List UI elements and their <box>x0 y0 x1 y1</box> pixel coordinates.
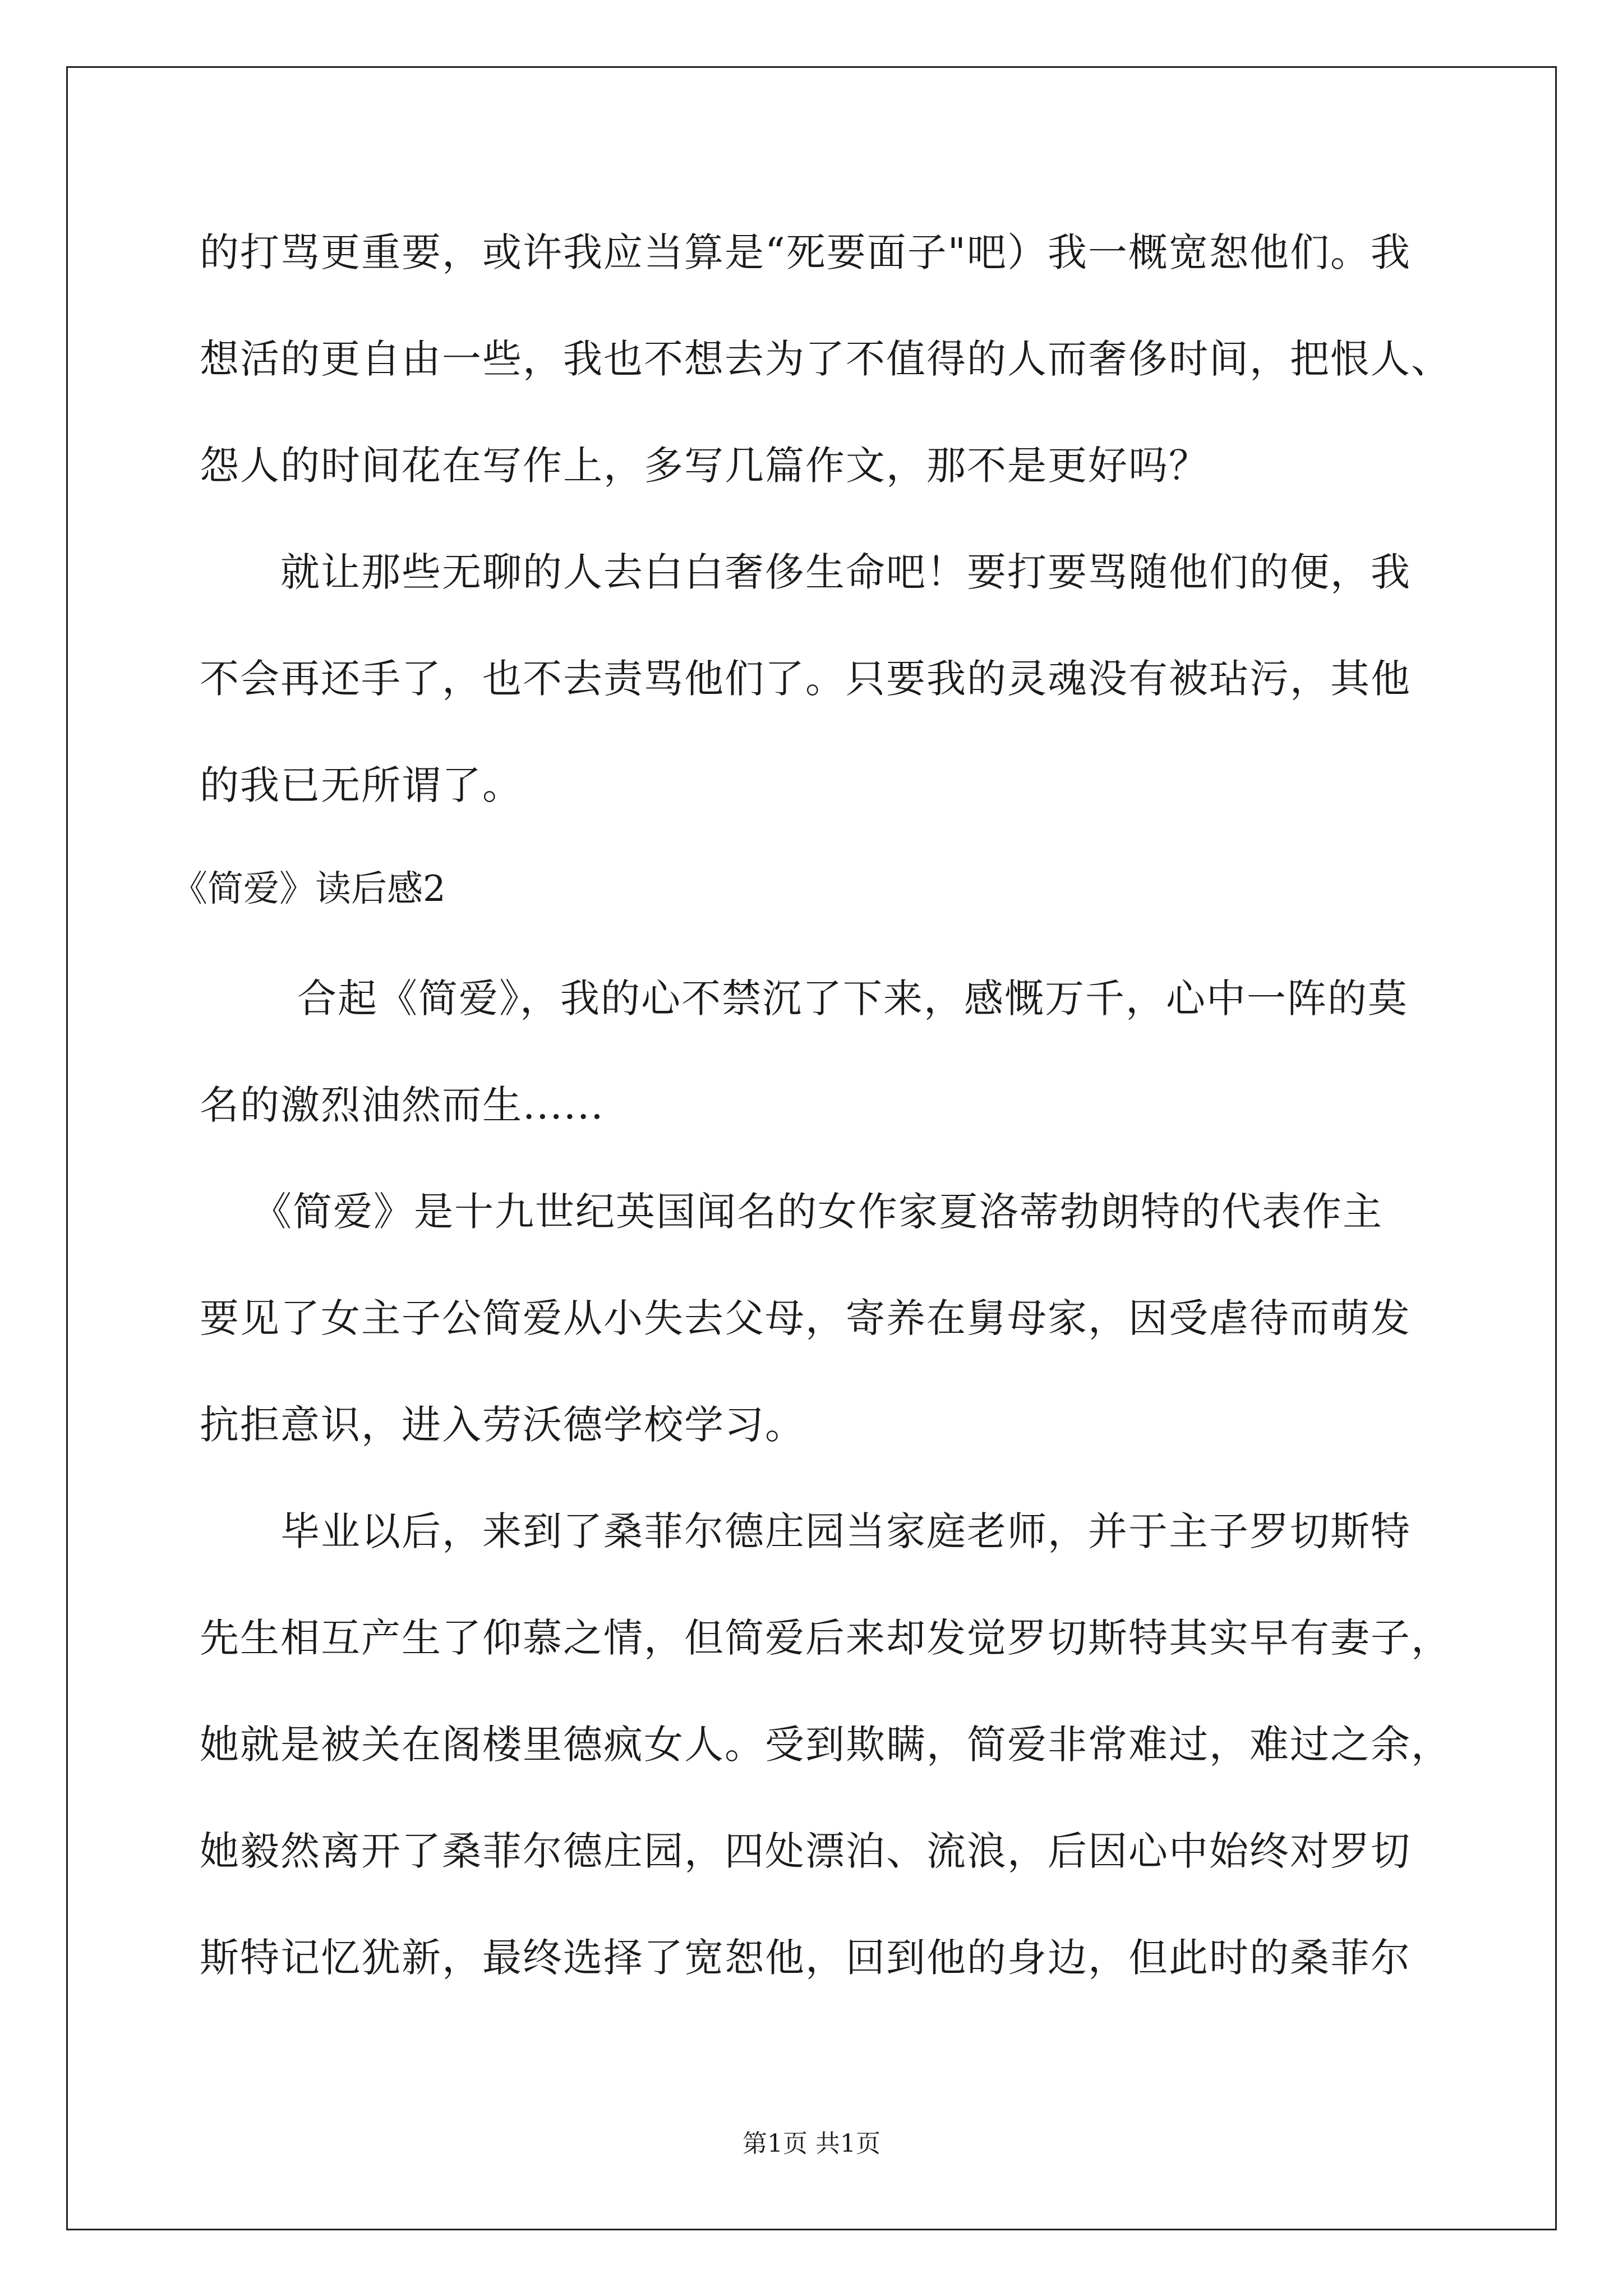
page-number: 第1页 共1页 <box>743 2129 880 2158</box>
text-line: 合起《简爱》，我的心不禁沉了下来，感慨万千，心中一阵的莫 <box>297 976 1408 1022</box>
text-line: 她毅然离开了桑菲尔德庄园，四处漂泊、流浪，后因心中始终对罗切 <box>200 1828 1411 1874</box>
text-line: 的打骂更重要，或许我应当算是“死要面子"吧）我一概宽恕他们。我 <box>200 229 1411 275</box>
page-border <box>66 66 1557 2230</box>
text-line: 就让那些无聊的人去白白奢侈生命吧！要打要骂随他们的便，我 <box>280 549 1411 595</box>
text-line: 毕业以后，来到了桑菲尔德庄园当家庭老师，并于主子罗切斯特 <box>280 1508 1411 1554</box>
text-line: 要见了女主子公简爱从小失去父母，寄养在舅母家，因受虐待而萌发 <box>200 1295 1411 1341</box>
text-line: 她就是被关在阁楼里德疯女人。受到欺瞒，简爱非常难过，难过之余， <box>200 1722 1451 1768</box>
text-line: 斯特记忆犹新，最终选择了宽恕他，回到他的身边，但此时的桑菲尔 <box>200 1935 1411 1981</box>
text-line: 抗拒意识，进入劳沃德学校学习。 <box>200 1402 805 1448</box>
text-line: 的我已无所谓了。 <box>200 762 523 808</box>
text-line: 名的激烈油然而生...... <box>200 1082 605 1128</box>
text-line: 怨人的时间花在写作上，多写几篇作文，那不是更好吗？ <box>200 443 1209 489</box>
text-line: 先生相互产生了仰慕之情，但简爱后来却发觉罗切斯特其实早有妻子， <box>200 1615 1451 1661</box>
text-line: 不会再还手了，也不去责骂他们了。只要我的灵魂没有被玷污，其他 <box>200 656 1411 702</box>
text-line: 《简爱》是十九世纪英国闻名的女作家夏洛蒂勃朗特的代表作主 <box>252 1189 1383 1235</box>
section-heading: 《简爱》读后感2 <box>172 868 446 910</box>
text-line: 想活的更自由一些，我也不想去为了不值得的人而奢侈时间，把恨人、 <box>200 336 1451 382</box>
